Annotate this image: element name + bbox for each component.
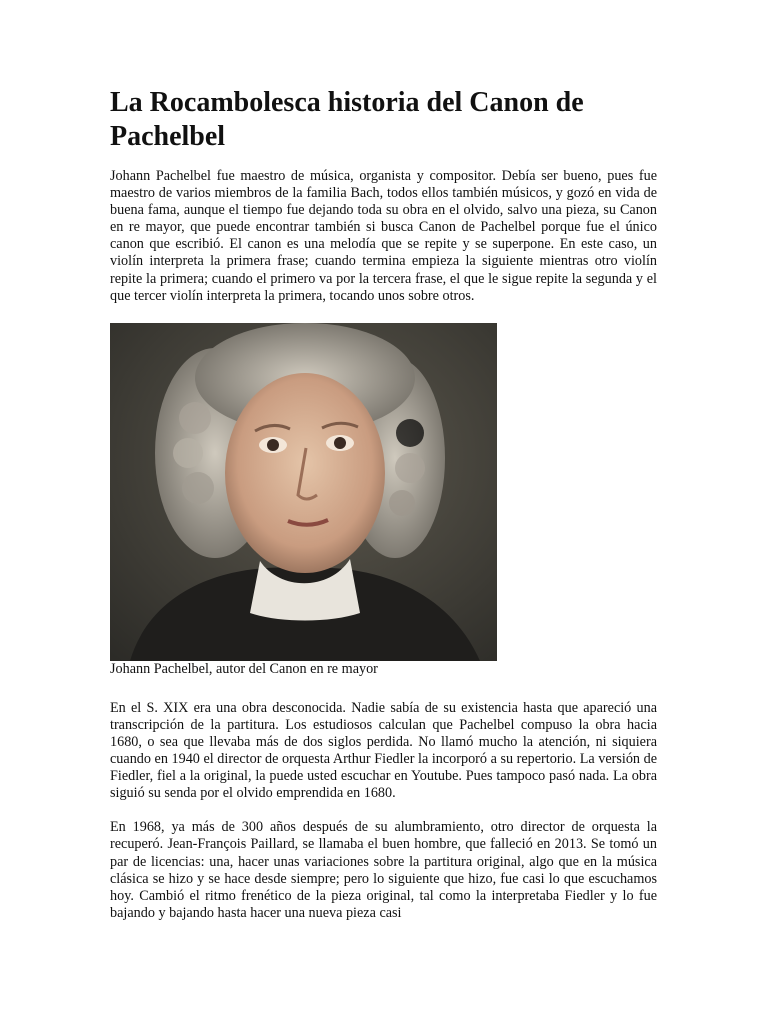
paragraph-intro: Johann Pachelbel fue maestro de música, organista y compositor. Debía ser bueno, pues fue maestro de varios miembros de la familia Bach, todos ellos también músicos, y gozó en vida de buena fama, aunque el tiempo fue dejando toda su obra en el olvido, salvo una pieza, su Canon en re mayor, que puede encontrar también si busca Canon de Pachelbel porque fue el único canon que escribió. El canon es una melodía que se repite y se superpone. En este caso, un violín interpreta la primera frase; cuando termina empieza la siguiente mientras otro violín repite la primera; cuando el primero va por la tercera frase, el que le sigue repite la segunda y el que tercer violín interpreta la primera, tocando unos sobre otros. [110, 168, 657, 304]
paragraph-revival: En 1968, ya más de 300 años después de su alumbramiento, otro director de orquesta la recuperó. Jean-François Paillard, se llamaba el buen hombre, que falleció en 2013. Se tomó un par de licencias: una, hacer unas variaciones sobre la partitura original, algo que en la música clásica se hizo y se hace desde siempre; pero lo siguiente que hizo, fue casi lo que escuchamos hoy. Cambió el ritmo frenético de la pieza original, tal como la interpretaba Fiedler y lo fue bajando y bajando hasta hacer una nueva pieza casi [110, 819, 657, 921]
paragraph-history: En el S. XIX era una obra desconocida. Nadie sabía de su existencia hasta que apareció una transcripción de la partitura. Los estudiosos calculan que Pachelbel compuso la obra hacia 1680, o sea que llevaba más de dos siglos perdida. No llamó mucho la atención, ni siquiera cuando en 1940 el director de orquesta Arthur Fiedler la incorporó a su repertorio. La versión de Fiedler, fiel a la original, la puede usted escuchar en Youtube. Pues tampoco pasó nada. La obra siguió su senda por el olvido emprendida en 1680. [110, 699, 657, 802]
portrait-image [110, 323, 497, 661]
figure-caption: Johann Pachelbel, autor del Canon en re mayor [110, 660, 378, 677]
document-page [110, 86, 657, 922]
document-title: La Rocambolesca historia del Canon de Pachelbel [110, 87, 584, 152]
